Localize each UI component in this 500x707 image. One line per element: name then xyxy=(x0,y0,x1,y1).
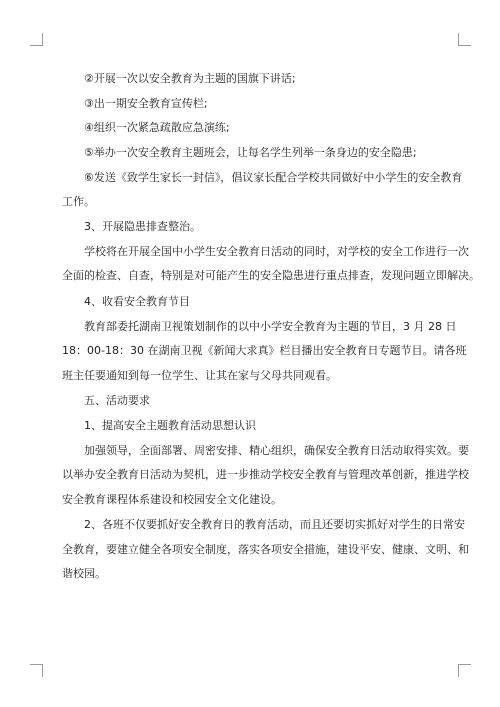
section-heading-hazard-check: 3、开展隐患排查整治。 xyxy=(84,220,201,233)
paragraph-line: 18：00-18：30 在湖南卫视《新闻大求真》栏目播出安全教育日专题节目。请各班 xyxy=(62,344,467,357)
paragraph-continuation: 工作。 xyxy=(62,195,95,208)
paragraph-line: 全面的检查、自查，特别是对可能产生的安全隐患进行重点排查，发现问题立即解决。 xyxy=(62,269,480,282)
list-item-parent-letter: ⑥发送《致学生家长一封信》，倡议家长配合学校共同做好中小学生的安全教育 xyxy=(84,171,463,184)
paragraph-line: 谐校园。 xyxy=(62,567,106,580)
paragraph-line: 班主任要通知到每一位学生、让其在家与父母共同观看。 xyxy=(62,369,337,382)
paragraph-line: 加强领导，全面部署、周密安排、精心组织，确保安全教育日活动取得实效。要 xyxy=(84,444,469,457)
paragraph-line: 教育部委托湖南卫视策划制作的以中小学安全教育为主题的节目，3 月 28 日 xyxy=(84,320,457,333)
list-item-bulletin-board: ③出一期安全教育宣传栏; xyxy=(84,97,208,110)
paragraph-line: 以举办安全教育日活动为契机，进一步推动学校安全教育与管理改革创新，推进学校 xyxy=(62,468,469,481)
paragraph-line: 安全教育课程体系建设和校园安全文化建设。 xyxy=(62,493,282,506)
section-heading-watch-program: 4、收看安全教育节目 xyxy=(84,295,190,308)
crop-mark-bottom-right xyxy=(458,664,471,677)
crop-mark-top-left xyxy=(30,33,43,46)
crop-mark-bottom-left xyxy=(30,664,43,677)
paragraph-line: 2、各班不仅要抓好安全教育日的教育活动，而且还要切实抓好对学生的日常安 xyxy=(84,518,465,531)
section-heading-requirements: 五、活动要求 xyxy=(84,394,150,407)
paragraph-line: 全教育，要建立健全各项安全制度，落实各项安全措施，建设平安、健康、文明、和 xyxy=(62,543,469,556)
list-item-evacuation-drill: ④组织一次紧急疏散应急演练; xyxy=(84,121,230,134)
crop-mark-top-right xyxy=(458,33,471,46)
list-item-class-meeting: ⑤举办一次安全教育主题班会，让每名学生列举一条身边的安全隐患; xyxy=(84,146,417,159)
subheading-awareness: 1、提高安全主题教育活动思想认识 xyxy=(84,419,256,432)
paragraph-line: 学校将在开展全国中小学生安全教育日活动的同时，对学校的安全工作进行一次 xyxy=(84,245,469,258)
list-item-flag-speech: ②开展一次以安全教育为主题的国旗下讲话; xyxy=(84,72,296,85)
